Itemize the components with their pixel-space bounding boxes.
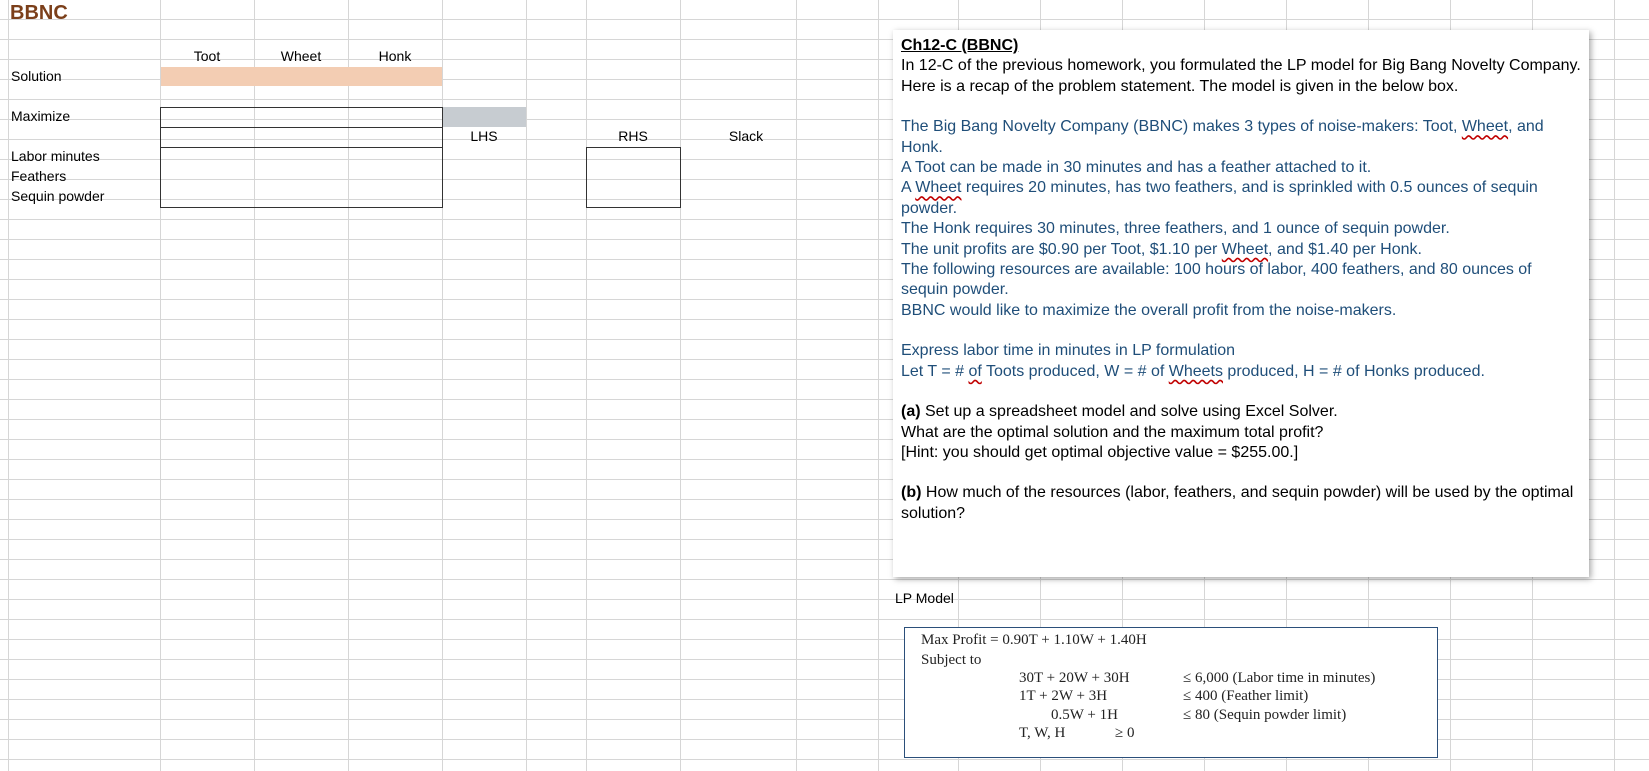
note-statement-6: The following resources are available: 100 hours of labor, 400 feathers, and 80 ounces of sequin powder. — [901, 261, 1532, 299]
lp-nonnegativity-vars: T, W, H — [1019, 725, 1066, 741]
col-line — [586, 0, 587, 771]
note-statement-3: A Wheet requires 20 minutes, has two feathers, and is sprinkled with 0.5 ounces of sequin powder. — [901, 179, 1538, 217]
lp-constraint-2-rhs: ≤ 400 (Feather limit) — [1183, 688, 1309, 704]
row-label-feathers[interactable]: Feathers — [11, 168, 67, 184]
row-label-sequin[interactable]: Sequin powder — [11, 188, 105, 204]
rhs-cells[interactable] — [586, 147, 681, 208]
solution-cells[interactable] — [161, 67, 442, 86]
rhs-header[interactable]: RHS — [618, 128, 648, 144]
problem-note — [893, 30, 1589, 577]
note-statement-1: The Big Bang Novelty Company (BBNC) makes 3 types of noise-makers: Toot, Wheet, and Honk. — [901, 118, 1544, 156]
lhs-header[interactable]: LHS — [470, 128, 498, 144]
lp-subject-to: Subject to — [921, 652, 982, 668]
objective-coefficients[interactable] — [160, 107, 443, 128]
objective-value-cell[interactable] — [443, 107, 526, 127]
lp-constraint-2-lhs: 1T + 2W + 3H — [1019, 688, 1108, 704]
col-header-toot[interactable]: Toot — [193, 48, 221, 64]
constraint-coefficients[interactable] — [160, 127, 443, 208]
col-line — [8, 0, 9, 771]
sheet-title[interactable]: BBNC — [10, 2, 68, 24]
row-label-solution[interactable]: Solution — [11, 68, 62, 84]
col-line — [1614, 0, 1615, 771]
note-statement-7: BBNC would like to maximize the overall profit from the noise-makers. — [901, 301, 1397, 319]
note-intro: In 12-C of the previous homework, you formulated the LP model for Big Bang Novelty Company. Here is a recap of the problem statement. The model is given in the below box. — [901, 57, 1581, 95]
col-header-wheet[interactable]: Wheet — [280, 48, 322, 64]
note-heading: Ch12-C (BBNC) — [901, 37, 1019, 54]
note-statement-2: A Toot can be made in 30 minutes and has a feather attached to it. — [901, 159, 1372, 177]
question-a-line1: (a) Set up a spreadsheet model and solve using Excel Solver. — [901, 403, 1338, 421]
col-line — [526, 0, 527, 771]
note-statement-4: The Honk requires 30 minutes, three feathers, and 1 ounce of sequin powder. — [901, 220, 1450, 238]
lp-nonnegativity-rhs: ≥ 0 — [1115, 725, 1135, 741]
question-a-line2: What are the optimal solution and the maximum total profit? — [901, 423, 1324, 441]
note-statement-9: Let T = # of Toots produced, W = # of Wheets produced, H = # of Honks produced. — [901, 362, 1485, 380]
note-statement-5: The unit profits are $0.90 per Toot, $1.10 per Wheet, and $1.40 per Honk. — [901, 240, 1422, 258]
lp-model-label[interactable]: LP Model — [895, 590, 954, 606]
constraint-divider — [160, 147, 443, 148]
col-line — [878, 0, 879, 771]
question-a-line3: [Hint: you should get optimal objective value = $255.00.] — [901, 443, 1299, 461]
col-line — [796, 0, 797, 771]
lp-constraint-3-rhs: ≤ 80 (Sequin powder limit) — [1183, 707, 1347, 723]
note-statement-8: Express labor time in minutes in LP formulation — [901, 342, 1236, 360]
lp-objective: Max Profit = 0.90T + 1.10W + 1.40H — [921, 632, 1147, 648]
col-header-honk[interactable]: Honk — [378, 48, 412, 64]
lp-constraint-1-rhs: ≤ 6,000 (Labor time in minutes) — [1183, 670, 1376, 686]
lp-model-box — [904, 627, 1438, 758]
row-label-labor[interactable]: Labor minutes — [11, 148, 100, 164]
lp-constraint-3-lhs: 0.5W + 1H — [1051, 707, 1118, 723]
row-label-maximize[interactable]: Maximize — [11, 108, 71, 124]
lp-constraint-1-lhs: 30T + 20W + 30H — [1019, 670, 1130, 686]
question-b: (b) How much of the resources (labor, feathers, and sequin powder) will be used by the optimal solution? — [901, 484, 1574, 522]
col-line — [680, 0, 681, 771]
slack-header[interactable]: Slack — [728, 128, 764, 144]
